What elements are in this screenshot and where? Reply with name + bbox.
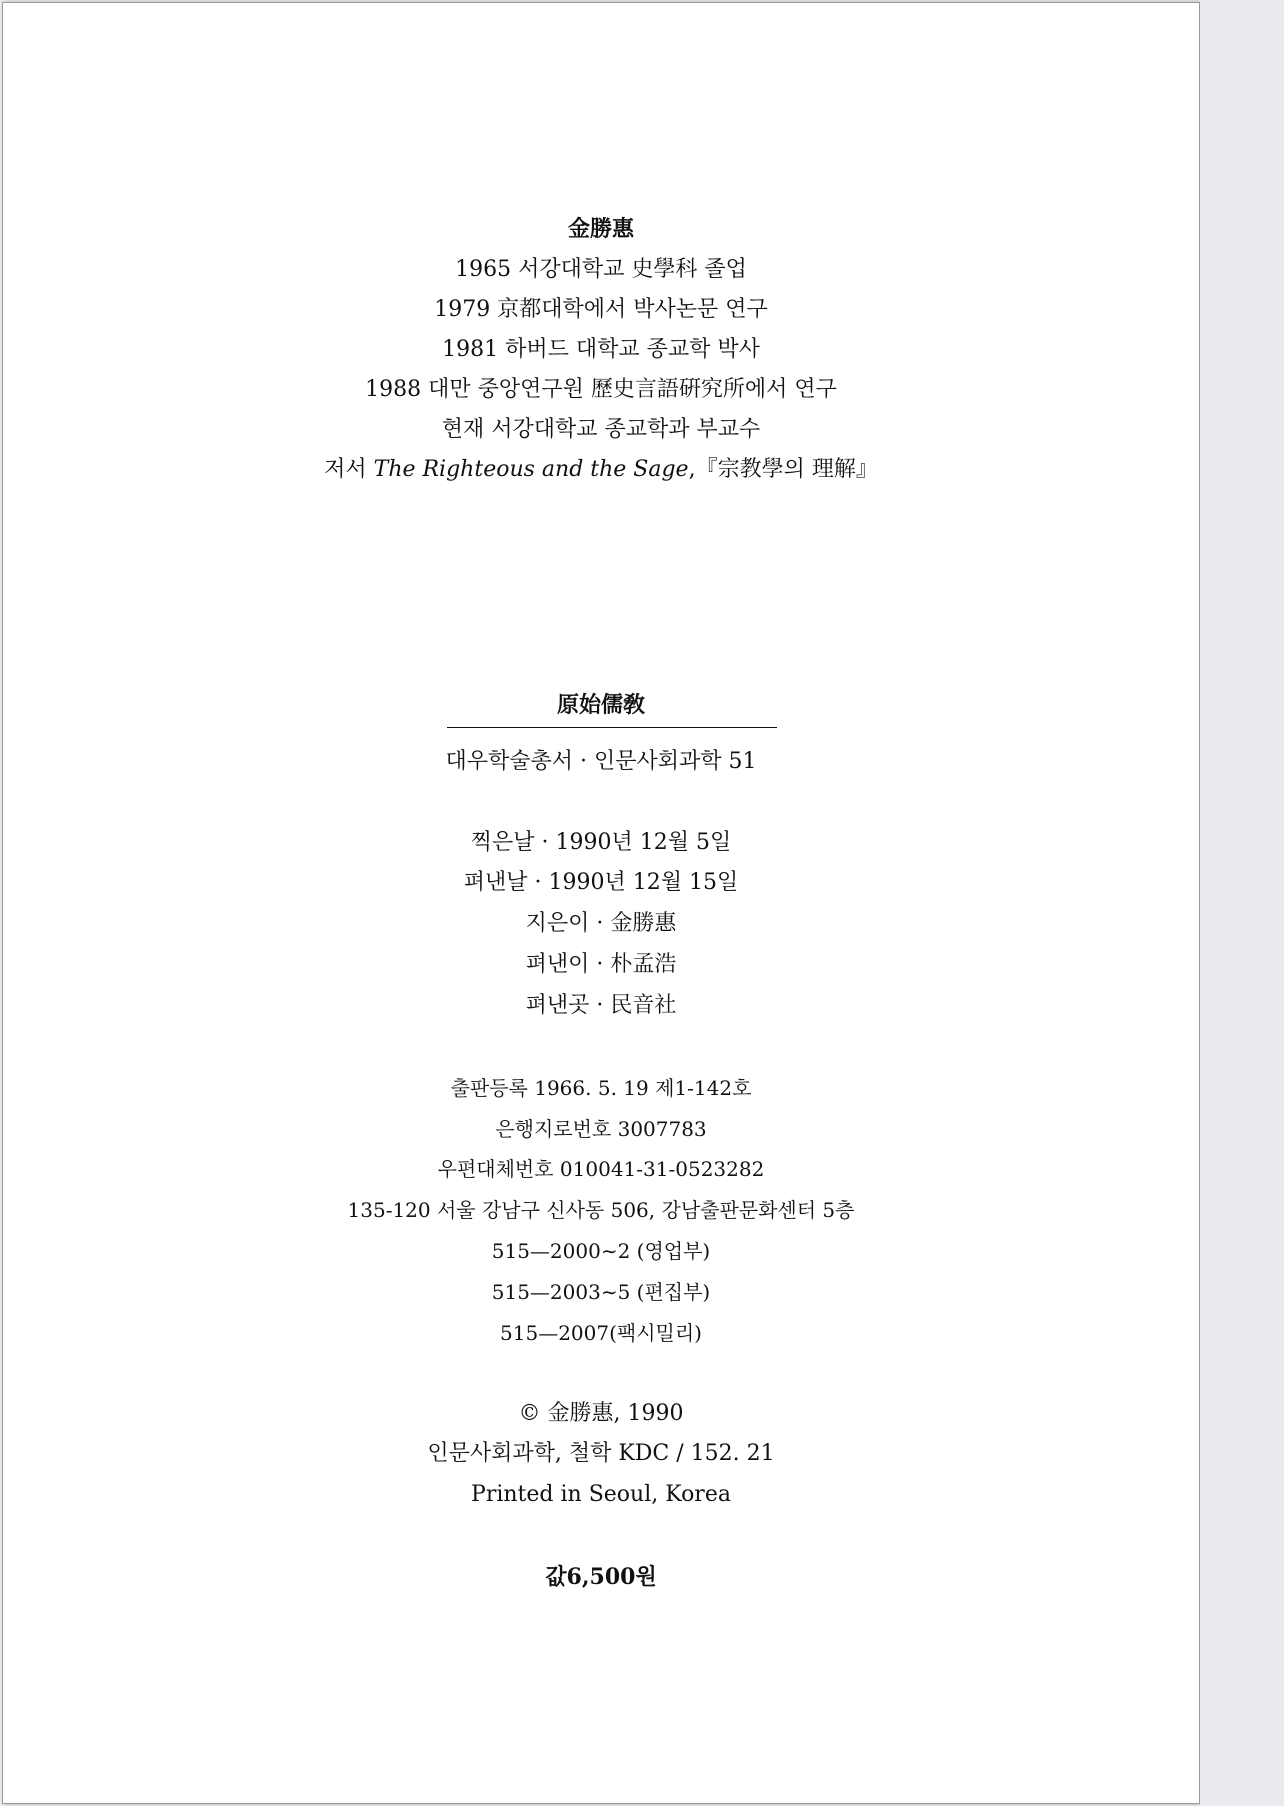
price-label: 값6,500원 <box>545 1564 657 1590</box>
works-prefix: 저서 <box>324 457 374 482</box>
title-rule <box>447 727 777 728</box>
publish-date: 펴낸날 · 1990년 12월 15일 <box>463 870 739 895</box>
works-english-title: The Righteous and the Sage <box>373 457 689 482</box>
author-credit: 지은이 · 金勝惠 <box>525 911 677 936</box>
phone-line: 515—2000∼2 (영업부) <box>491 1239 711 1263</box>
works-line <box>3 456 1199 484</box>
classification-line: 인문사회과학, 철학 KDC / 152. 21 <box>427 1441 775 1466</box>
registration-line: 출판등록 1966. 5. 19 제1-142호 <box>450 1076 752 1100</box>
author-name: 金勝惠 <box>567 216 634 242</box>
printed-in-line: Printed in Seoul, Korea <box>471 1482 731 1507</box>
works-korean-title: ,『宗教學의 理解』 <box>688 457 878 482</box>
series-line: 대우학술총서 · 인문사회과학 51 <box>445 749 757 774</box>
bio-line: 1965 서강대학교 史學科 졸업 <box>455 257 747 282</box>
document-page <box>2 2 1200 1804</box>
publisher-person: 펴낸이 · 朴孟浩 <box>525 952 677 977</box>
publisher-name: 펴낸곳 · 民音社 <box>525 993 677 1018</box>
bank-giro-line: 은행지로번호 3007783 <box>495 1117 707 1141</box>
bio-line: 현재 서강대학교 종교학과 부교수 <box>441 417 761 442</box>
viewer-background-margin <box>1200 0 1284 1806</box>
address-line: 135-120 서울 강남구 신사동 506, 강남출판문화센터 5층 <box>347 1198 855 1222</box>
postal-transfer-line: 우편대체번호 010041-31-0523282 <box>437 1157 765 1181</box>
copyright-notice: © 金勝惠, 1990 <box>518 1401 684 1426</box>
fax-line: 515—2007(팩시밀리) <box>500 1321 702 1345</box>
bio-line: 1979 京都대학에서 박사논문 연구 <box>434 297 768 322</box>
print-date: 찍은날 · 1990년 12월 5일 <box>470 830 732 855</box>
bio-line: 1981 하버드 대학교 종교학 박사 <box>442 337 760 362</box>
bio-line: 1988 대만 중앙연구원 歷史言語硏究所에서 연구 <box>365 377 837 402</box>
book-title: 原始儒敎 <box>556 692 645 718</box>
phone-line: 515—2003∼5 (편집부) <box>491 1280 711 1304</box>
